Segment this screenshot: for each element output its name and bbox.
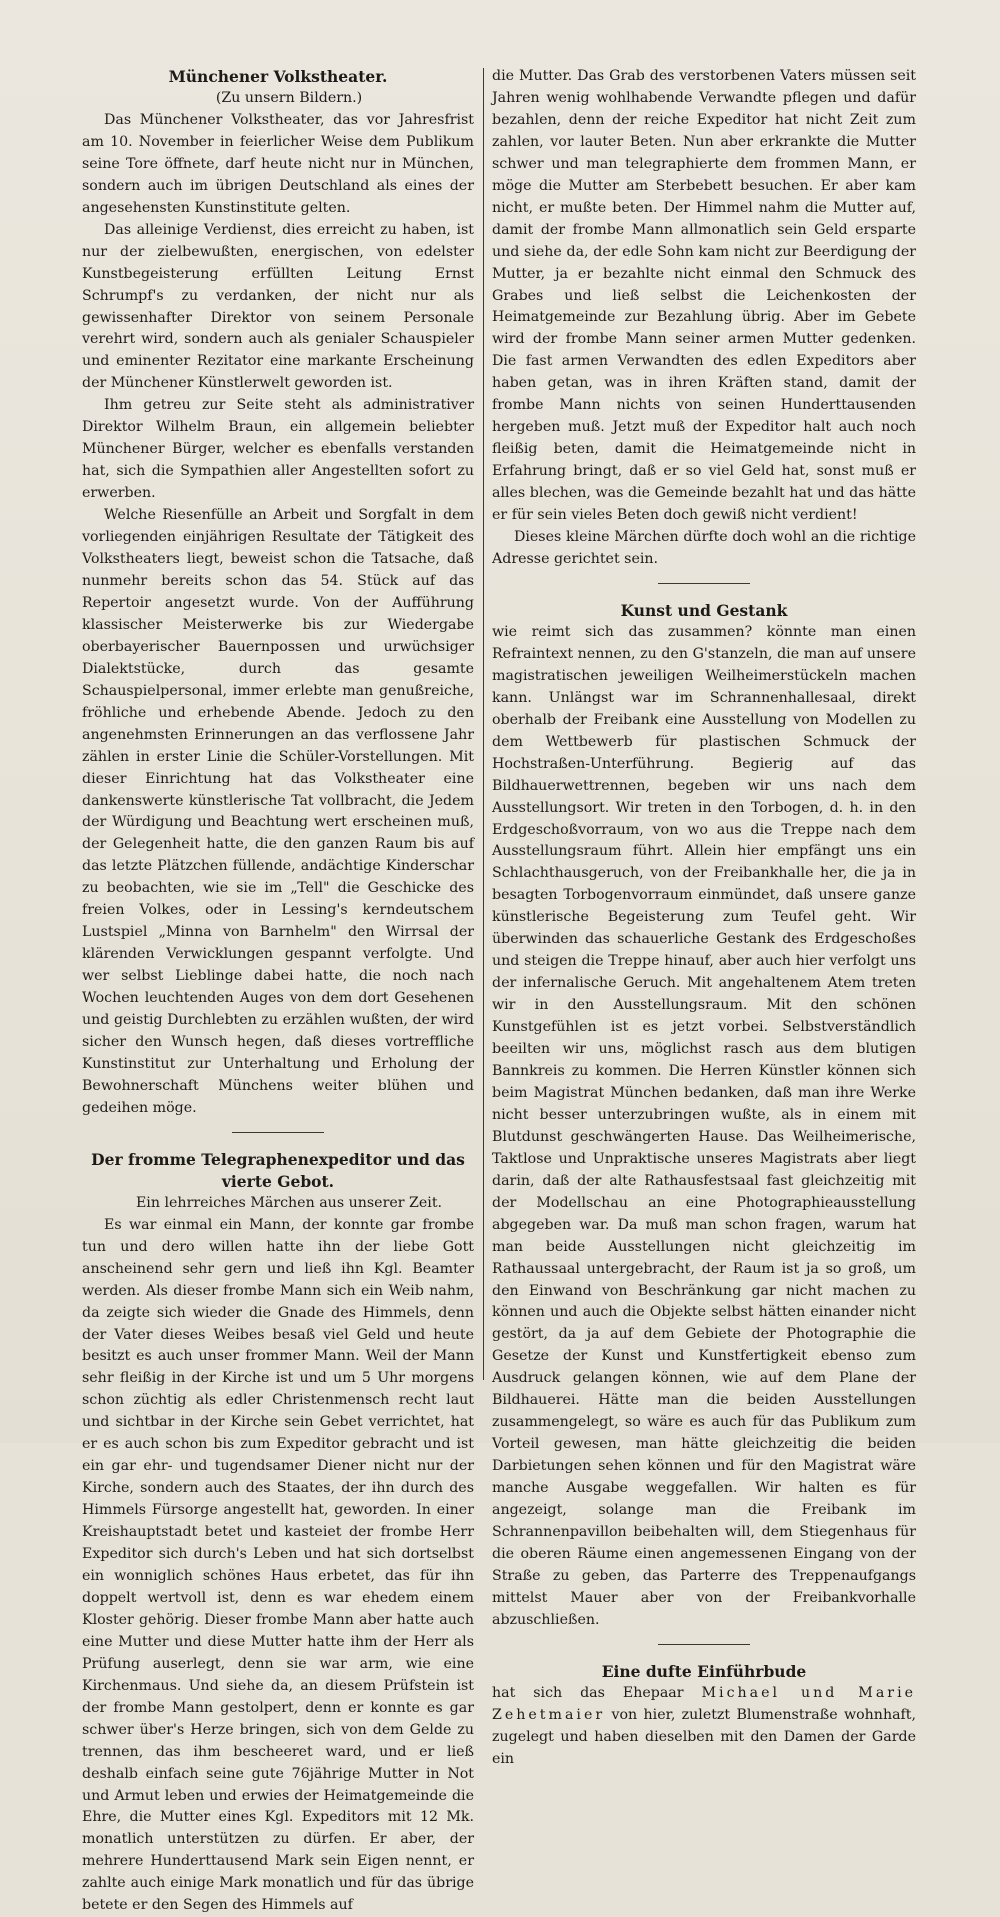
section-divider xyxy=(232,1132,324,1133)
paragraph: wie reimt sich das zusammen? könnte man einen Refraintext nennen, zu den G'stanzeln, die man auf unsere magistratischen jeweiligen Weilheimerstückeln machen kann. Unlängst war im Schrannenhallesaal, direkt oberhalb der Freibank eine Ausstellung von Modellen zu dem Wettbewerb für plastischen Schmuck der Hochstraßen-Unterführung. Begierig auf das Bildhauerwettrennen, begeben wir uns nach dem Ausstellungsort. Wir treten in den Torbogen, d. h. in den Erdgeschoßvorraum, von wo aus die Treppe nach dem Ausstellungsraum führt. Allein hier empfängt uns ein Schlachthausgeruch, von der Freibankhalle her, die ja in besagten Torbogenvorraum einmündet, daß unsere ganze künstlerische Begeisterung zum Teufel geht. Wir überwinden das schauerliche Gestank des Erdgeschoßes und steigen die Treppe hinauf, aber auch hier verfolgt uns der infernalische Geruch. Mit angehaltenem Atem treten wir in den Ausstellungsraum. Mit den schönen Kunstgefühlen ist es jetzt vorbei. Selbstverständlich beeilten wir uns, möglichst rasch aus dem blutigen Bannkreis zu kommen. Die Herren Künstler können sich beim Magistrat München bedanken, daß man ihre Werke nicht besser unterzubringen wußte, als in einem mit Blutdunst geschwängerten Hause. Das Weilheimerische, Taktlose und Unpraktische unseres Magistrats aber liegt darin, daß der alte Rathausfestsaal fast gleichzeitig mit der Modellschau an eine Photographieausstellung abgegeben war. Da muß man schon fragen, warum hat man beide Ausstellungen nicht gleichzeitig im Rathaussaal untergebracht, der Raum ist ja so groß, um den Einwand von Beschränkung gar nicht machen zu können und auch die Objekte selbst hätten einander nicht gestört, da ja auf dem Gebiete der Photographie die Gesetze der Kunst und Kunstfertigkeit ebenso zum Ausdruck gelangen können, wie auf dem Plane der Bildhauerei. Hätte man die beiden Ausstellungen zusammengelegt, so wäre es auch für das Publikum zum Vorteil gewesen, man hätte gleichzeitig die beiden Darbietungen sehen können und für den Magistrat wäre manche Ausgabe weggefallen. Wir halten es für angezeigt, solange man die Freibank im Schrannenpavillon beibehalten will, dem Stiegenhaus für die oberen Räume einen angemessenen Eingang von der Straße zu geben, das Parterre des Treppenaufgangs mittelst Mauer aber von der Freibankvorhalle abzuschließen. xyxy=(492,623,916,1628)
headline-einfuehrbude: Eine dufte Einführbude xyxy=(601,1661,807,1681)
paragraph: Das Münchener Volkstheater, das vor Jahresfrist am 10. November in feierlicher Weise dem Publikum seine Tore öffnete, darf heute nicht nur in München, sondern auch im übrigen Deutschland als eines der angesehensten Kunstinstitute gelten. xyxy=(82,111,474,216)
headline-telegraphenexpeditor: Der fromme Telegraphenexpeditor und das vierte Gebot. xyxy=(91,1149,465,1191)
section-divider xyxy=(658,1644,750,1645)
paragraph-einfuehrbude xyxy=(492,1683,916,1771)
headline-kunst-und-gestank: Kunst und Gestank xyxy=(620,600,788,620)
paragraph: Es war einmal ein Mann, der konnte gar frombe tun und dero willen hatte ihn der liebe Gott anscheinend sehr gern und ließ ihn Kgl. Beamter werden. Als dieser frombe Mann sich ein Weib nahm, da zeigte sich wieder die Gnade des Himmels, denn der Vater dieses Weibes besaß viel Geld und heute besitzt es auch unser frommer Mann. Weil der Mann sehr fleißig in der Kirche ist und um 5 Uhr morgens schon züchtig als edler Christenmensch recht laut und sichtbar in der Kirche sein Gebet verrichtet, hat er es auch schon bis zum Expeditor gebracht und ist ein gar ehr- und tugendsamer Diener nicht nur der Kirche, sondern auch des Staates, der ihn durch des Himmels Fürsorge angestellt hat, geworden. In einer Kreishauptstadt betet und kasteiet der frombe Herr Expeditor sich durch's Leben und hat sich dortselbst ein wonniglich schönes Haus erbetet, das für ihn doppelt wertvoll ist, denn es war ehedem einem Kloster gehörig. Dieser frombe Mann aber hatte auch eine Mutter und diese Mutter hatte ihm der Herr als Prüfung auserlegt, denn sie war arm, wie eine Kirchenmaus. Und siehe da, an diesem Prüfstein ist der frombe Mann gestolpert, denn er konnte es gar schwer über's Herze bringen, sich von dem Gelde zu trennen, das ihm bescheeret ward, und er ließ deshalb einfach seine gute 76jährige Mutter in Not und Armut leben und erwies der Heimatgemeinde die Ehre, die Mutter eines Kgl. Expeditors mit 12 Mk. monatlich unterstützen zu dürfen. Er aber, der mehrere Hunderttausend Mark sein Eigen nennt, er zahlte auch einige Mark monatlich und für das übrige betete er den Segen des Himmels auf xyxy=(82,1216,474,1914)
person-names: Michael und Marie Zehetmaier xyxy=(492,1684,916,1723)
paragraph: Welche Riesenfülle an Arbeit und Sorgfalt in dem vorliegenden einjährigen Resultate der Tätigkeit des Volkstheaters liegt, beweist schon die Tatsache, daß nunmehr bereits schon das 54. Stück auf das Repertoir angesetzt wurde. Von der Aufführung klassischer Meisterwerke bis zur Wiedergabe oberbayerischer Bauernpossen und urwüchsiger Dialektstücke, durch das gesamte Schauspielpersonal, immer erlebte man genußreiche, fröhliche und erhebende Abende. Jedoch zu den angenehmsten Erinnerungen an das verflossene Jahr zählen in erster Linie die Schüler-Vorstellungen. Mit dieser Einrichtung hat das Volkstheater eine dankenswerte künstlerische Tat vollbracht, die Jedem der Würdigung und Beachtung wert erscheinen muß, der Gelegenheit hatte, die den ganzen Raum bis auf das letzte Plätzchen füllende, andächtige Kinderschar zu beobachten, wie sie im „Tell" die Geschicke des freien Volkes, oder in Lessing's kerndeutschem Lustspiel „Minna von Barnhelm" den Wirrsal der klärenden Verwicklungen gespannt verfolgte. Und wer selbst Lieblinge dabei hatte, die noch nach Wochen leuchtenden Auges von dem dort Gesehenen und geistig Durchlebten zu erzählen wußten, der wird sicher den Wunsch hegen, daß dieses vortreffliche Kunstinstitut zur Unterhaltung und Erholung der Bewohnerschaft Münchens weiter blühen und gedeihen möge. xyxy=(82,507,474,1116)
right-column xyxy=(492,66,916,1771)
paragraph-closing: Dieses kleine Märchen dürfte doch wohl an die richtige Adresse gerichtet sein. xyxy=(492,529,916,567)
subtitle-maerchen: Ein lehrreiches Märchen aus unserer Zeit. xyxy=(135,1194,443,1211)
column-divider xyxy=(483,68,484,1380)
left-column xyxy=(82,66,474,1917)
paragraph: Das alleinige Verdienst, dies erreicht zu haben, ist nur der zielbewußten, energischen, von edelster Kunstbegeisterung erfüllten Leitung Ernst Schrumpf's zu verdanken, der nicht nur als gewissenhafter Direktor von seinem Personale verehrt wird, sondern auch als genialer Schauspieler und eminenter Rezitator eine markante Erscheinung der Münchener Künstlerwelt geworden ist. xyxy=(82,221,474,392)
text-fragment: hat sich das Ehepaar xyxy=(492,1684,702,1701)
headline-volkstheater: Münchener Volkstheater. xyxy=(168,67,388,86)
paragraph: Ihm getreu zur Seite steht als administrativer Direktor Wilhelm Braun, ein allgemein beliebter Münchener Bürger, welcher es ebenfalls verstanden hat, sich die Sympathien aller Angestellten sofort zu erwerben. xyxy=(82,397,474,502)
subtitle-volkstheater: (Zu unsern Bildern.) xyxy=(215,90,363,106)
text-fragment: von hier, zuletzt Blumenstraße wohnhaft, zugelegt und haben dieselben mit den Damen der Garde ein xyxy=(492,1706,916,1767)
paragraph-continued: die Mutter. Das Grab des verstorbenen Vaters müssen seit Jahren wenig wohlhabende Verwandte pflegen und dafür bezahlen, denn der reiche Expeditor hat nicht Zeit zum zahlen, vor lauter Beten. Nun aber erkrankte die Mutter schwer und man telegraphierte dem frommen Mann, er möge die Mutter am Sterbebett besuchen. Er aber kam nicht, er mußte beten. Der Himmel nahm die Mutter auf, damit der frombe Mann allmonatlich sein Geld ersparte und siehe da, der edle Sohn kam nicht zur Beerdigung der Mutter, ja er bezahlte nicht einmal den Schmuck des Grabes und ließ selbst die Leichenkosten der Heimatgemeinde zur Bezahlung übrig. Aber im Gebete wird der frombe Mann seiner armen Mutter gedenken. Die fast armen Verwandten des edlen Expeditors aber haben getan, was in ihren Kräften stand, damit der frombe Mann nichts von seinen Hunderttausenden hergeben muß. Jetzt muß der Expeditor halt auch noch fleißig beten, damit die Heimatgemeinde nicht in Erfahrung bringt, daß er so viel Geld hat, sonst muß er alles blechen, was die Gemeinde bezahlt hat und das hätte er für sein vieles Beten doch gewiß nicht verdient! xyxy=(492,68,916,524)
section-divider xyxy=(658,583,750,584)
